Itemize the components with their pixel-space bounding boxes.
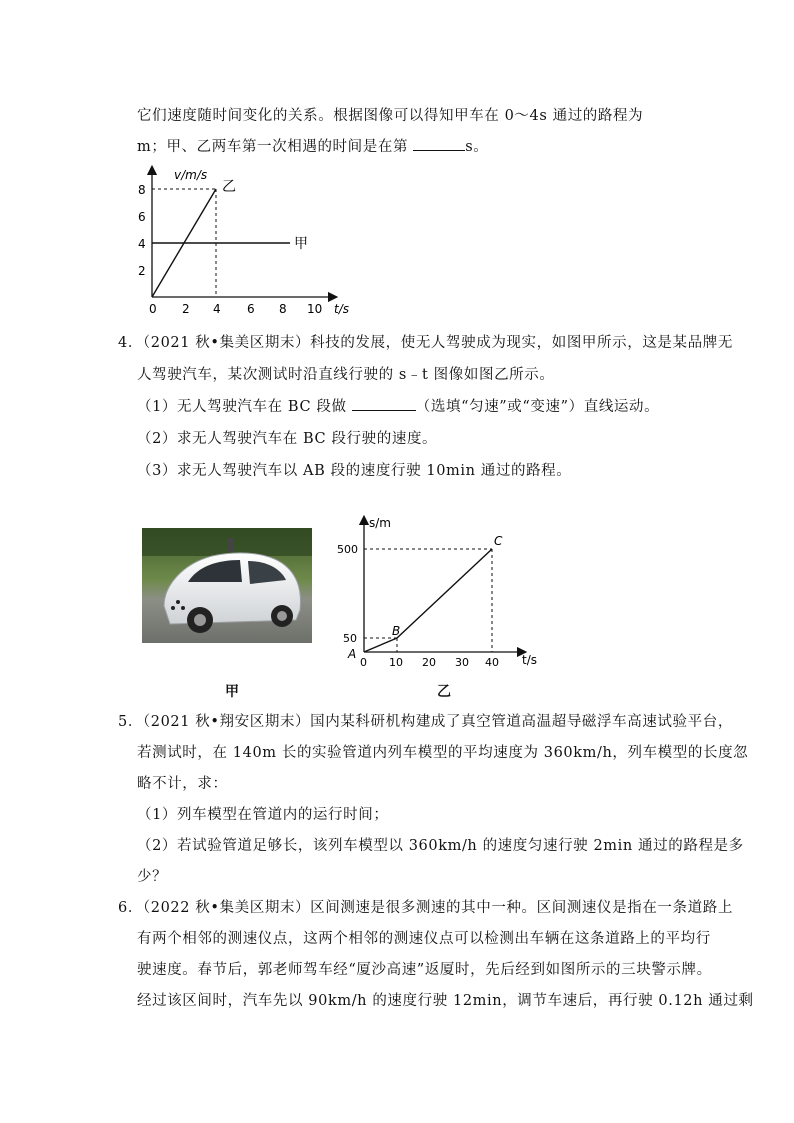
q6-line4: 经过该区间时，汽车先以 90km/h 的速度行驶 12min，调节车速后，再行驶 0.12h 通过剩 bbox=[137, 993, 754, 1009]
vt-x-tick: 8 bbox=[279, 302, 287, 316]
vt-y-tick: 8 bbox=[138, 183, 146, 197]
st-line bbox=[364, 549, 492, 652]
point-a-label: A bbox=[348, 647, 357, 661]
q5-sub2b: 少？ bbox=[137, 869, 168, 885]
vt-y-tick: 2 bbox=[138, 264, 146, 278]
q4-answer-blank[interactable] bbox=[352, 398, 416, 411]
q3-line1: 它们速度随时间变化的关系。根据图像可以得知甲车在 0～4s 通过的路程为 bbox=[137, 108, 644, 124]
vt-y-label: v/m/s bbox=[174, 168, 208, 182]
car-photo bbox=[142, 528, 312, 643]
q4-line1: 4．（2021 秋•集美区期末）科技的发展，使无人驾驶成为现实，如图甲所示，这是某品牌无 bbox=[118, 335, 733, 351]
q4-line2: 人驾驶汽车，某次测试时沿直线行驶的 s﹣t 图像如图乙所示。 bbox=[137, 367, 555, 383]
st-y-tick: 50 bbox=[343, 632, 357, 645]
vt-x-tick: 4 bbox=[213, 302, 221, 316]
vt-x-label: t/s bbox=[334, 302, 349, 316]
q6-line2: 有两个相邻的测速仪点，这两个相邻的测速仪点可以检测出车辆在这条道路上的平均行 bbox=[137, 931, 711, 947]
st-chart bbox=[337, 512, 542, 672]
st-x-label: t/s bbox=[522, 653, 537, 667]
q5-line2: 若测试时，在 140m 长的实验管道内列车模型的平均速度为 360km/h，列车模型的长度忽 bbox=[137, 745, 749, 761]
q6-line3: 驶速度。春节后，郭老师驾车经“厦沙高速”返厦时，先后经到如图所示的三块警示牌。 bbox=[137, 962, 712, 978]
series-jia-label: 甲 bbox=[294, 236, 308, 252]
vt-x-tick: 10 bbox=[307, 302, 323, 316]
point-b-label: B bbox=[392, 624, 401, 638]
vt-x-tick: 2 bbox=[182, 302, 190, 316]
q4-sub1 bbox=[137, 395, 659, 416]
st-x-tick: 10 bbox=[389, 656, 403, 669]
q3-line2-text-b: s。 bbox=[465, 139, 489, 155]
st-x-tick: 30 bbox=[455, 656, 469, 669]
q6-line1: 6．（2022 秋•集美区期末）区间测速是很多测速的其中一种。区间测速仪是指在一条道路上 bbox=[118, 900, 733, 916]
caption-yi: 乙 bbox=[437, 684, 451, 700]
q4-sub2: （2）求无人驾驶汽车在 BC 段行驶的速度。 bbox=[137, 431, 438, 447]
q4-sub3: （3）求无人驾驶汽车以 AB 段的速度行驶 10min 通过的路程。 bbox=[137, 463, 572, 479]
q5-line3: 略不计，求： bbox=[137, 776, 228, 792]
q3-line2 bbox=[137, 135, 488, 156]
st-x-tick: 40 bbox=[485, 656, 499, 669]
vt-y-tick: 6 bbox=[138, 210, 146, 224]
point-c-label: C bbox=[494, 534, 503, 548]
vt-chart bbox=[130, 165, 370, 320]
st-y-tick: 500 bbox=[337, 543, 358, 556]
q3-answer-blank[interactable] bbox=[413, 138, 465, 151]
q3-line2-text-a: m；甲、乙两车第一次相遇的时间是在第 bbox=[137, 139, 414, 155]
caption-jia: 甲 bbox=[225, 684, 239, 700]
vt-y-tick: 4 bbox=[138, 237, 146, 251]
st-x-tick: 0 bbox=[360, 656, 367, 669]
series-yi-label: 乙 bbox=[222, 179, 236, 195]
vt-x-tick: 0 bbox=[149, 302, 157, 316]
q4-sub1-text-b: （选填“匀速”或“变速”）直线运动。 bbox=[415, 399, 660, 415]
vt-x-tick: 6 bbox=[247, 302, 255, 316]
q4-sub1-text-a: （1）无人驾驶汽车在 BC 段做 bbox=[137, 399, 352, 415]
q5-sub1: （1）列车模型在管道内的运行时间； bbox=[137, 807, 389, 823]
st-x-tick: 20 bbox=[422, 656, 436, 669]
q5-sub2: （2）若试验管道足够长，该列车模型以 360km/h 的速度匀速行驶 2min 通过的路程是多 bbox=[137, 838, 744, 854]
q5-line1: 5．（2021 秋•翔安区期末）国内某科研机构建成了真空管道高温超导磁浮车高速试验平台， bbox=[118, 714, 733, 730]
st-y-label: s/m bbox=[369, 516, 391, 530]
